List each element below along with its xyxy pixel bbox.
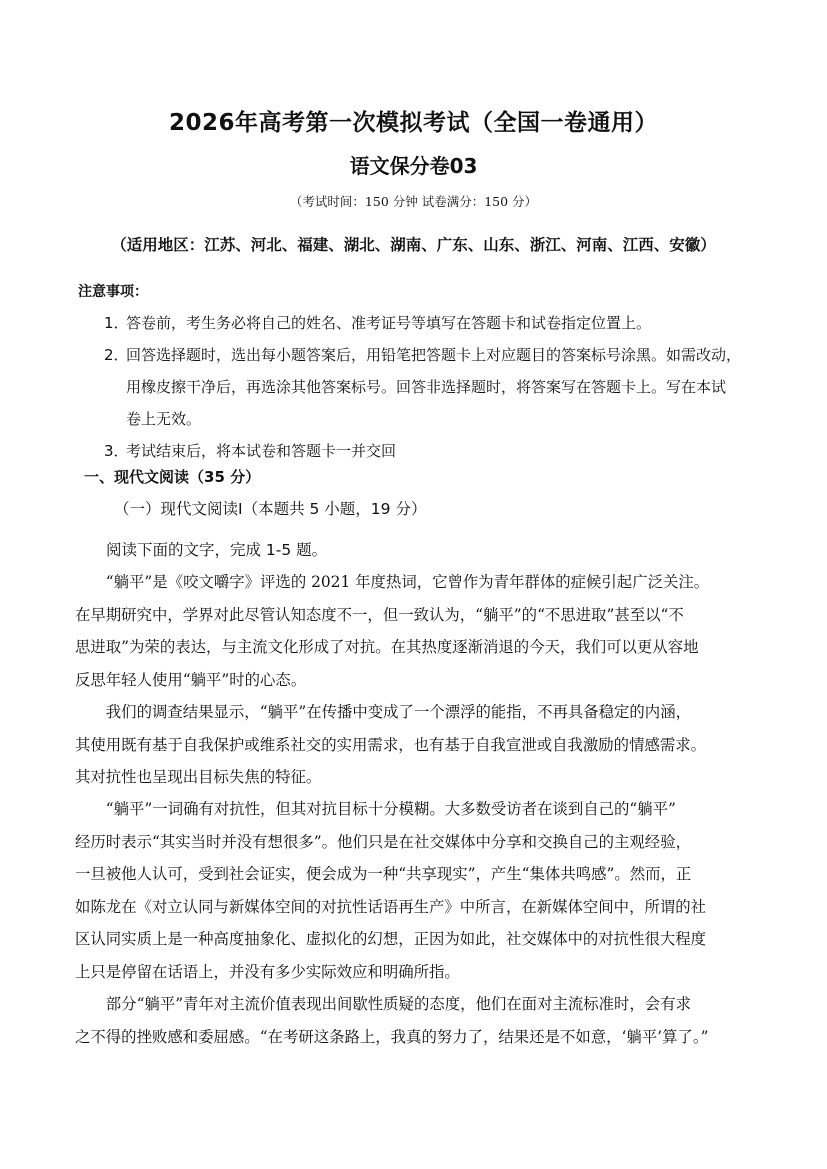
passage-line: 区认同实质上是一种高度抽象化、虚拟化的幻想，正因为如此，社交媒体中的对抗性很大程度 [75, 930, 707, 948]
passage-paragraph-1 [75, 566, 765, 696]
passage-line: 我们的调查结果显示，“躺平”在传播中变成了一个漂浮的能指，不再具备稳定的内涵， [75, 703, 691, 721]
passage-line: 之不得的挫败感和委屈感。“在考研这条路上，我真的努力了，结果还是不如意，‘躺平’算了。” [75, 1027, 709, 1046]
notice-item-2 [104, 339, 764, 435]
passage-line: 如陈龙在《对立认同与新媒体空间的对抗性话语再生产》中所言，在新媒体空间中，所谓的社 [75, 897, 707, 916]
reading-instruction: 阅读下面的文字，完成 1-5 题。 [106, 541, 328, 559]
passage-line: 其对抗性也呈现出目标失焦的特征。 [75, 768, 322, 786]
notice-item-text: 回答选择题时，选出每小题答案后，用铅笔把答题卡上对应题目的答案标号涂黑。如需改动， [126, 346, 742, 364]
notice-item-text: 用橡皮擦干净后，再选涂其他答案标号。回答非选择题时，将答案写在答题卡上。写在本试 [126, 378, 727, 396]
passage-line: 思进取”为荣的表达，与主流文化形成了对抗。在其热度逐渐消退的今天，我们可以更从容地 [75, 638, 699, 656]
passage-paragraph-3 [75, 793, 765, 988]
notice-item-3 [104, 435, 764, 467]
exam-title: 2026年高考第一次模拟考试（全国一卷通用） [168, 110, 658, 136]
passage-line: “躺平”是《咬文嚼字》评选的 2021 年度热词，它曾作为青年群体的症候引起广泛关注。 [75, 573, 710, 591]
passage-line: 上只是停留在话语上，并没有多少实际效应和明确所指。 [75, 962, 460, 981]
passage-line: 在早期研究中，学界对此尽管认知态度不一，但一致认为，“躺平”的“不思进取”甚至以“不 [75, 605, 684, 624]
notice-item-number: 3． [104, 442, 129, 460]
section-heading: 一、现代文阅读（35 分） [84, 468, 261, 486]
notice-item-text: 卷上无效。 [126, 410, 202, 428]
notice-item-text: 答卷前，考生务必将自己的姓名、准考证号等填写在答题卡和试卷指定位置上。 [126, 314, 652, 332]
notice-item-number: 1． [104, 314, 129, 332]
notice-item-number: 2． [104, 346, 129, 364]
exam-subtitle: 语文保分卷03 [349, 154, 478, 178]
notice-item-text: 考试结束后，将本试卷和答题卡一并交回 [126, 442, 397, 460]
passage-line: 一旦被他人认可，受到社会证实，便会成为一种“共享现实”，产生“集体共鸣感”。然而，正 [75, 865, 692, 883]
notice-item-1 [104, 307, 764, 339]
section-subheading: （一）现代文阅读Ⅰ（本题共 5 小题，19 分） [114, 500, 427, 518]
passage-paragraph-2 [75, 696, 765, 794]
passage-line: 经历时表示“其实当时并没有想很多”。他们只是在社交媒体中分享和交换自己的主观经验， [75, 832, 691, 851]
passage-line: “躺平”一词确有对抗性，但其对抗目标十分模糊。大多数受访者在谈到自己的“躺平” [75, 800, 676, 818]
passage-line: 部分“躺平”青年对主流价值表现出间歇性质疑的态度，他们在面对主流标准时，会有求 [75, 995, 691, 1013]
exam-time-info: （考试时间：150 分钟 试卷满分：150 分） [289, 194, 538, 209]
applicable-regions: （适用地区：江苏、河北、福建、湖北、湖南、广东、山东、浙江、河南、江西、安徽） [111, 236, 716, 254]
passage-line: 其使用既有基于自我保护或维系社交的实用需求，也有基于自我宣泄或自我激励的情感需求。 [75, 735, 707, 754]
passage-line: 反思年轻人使用“躺平”时的心态。 [75, 670, 307, 689]
notice-heading: 注意事项： [78, 284, 148, 300]
passage-paragraph-4 [75, 988, 765, 1053]
